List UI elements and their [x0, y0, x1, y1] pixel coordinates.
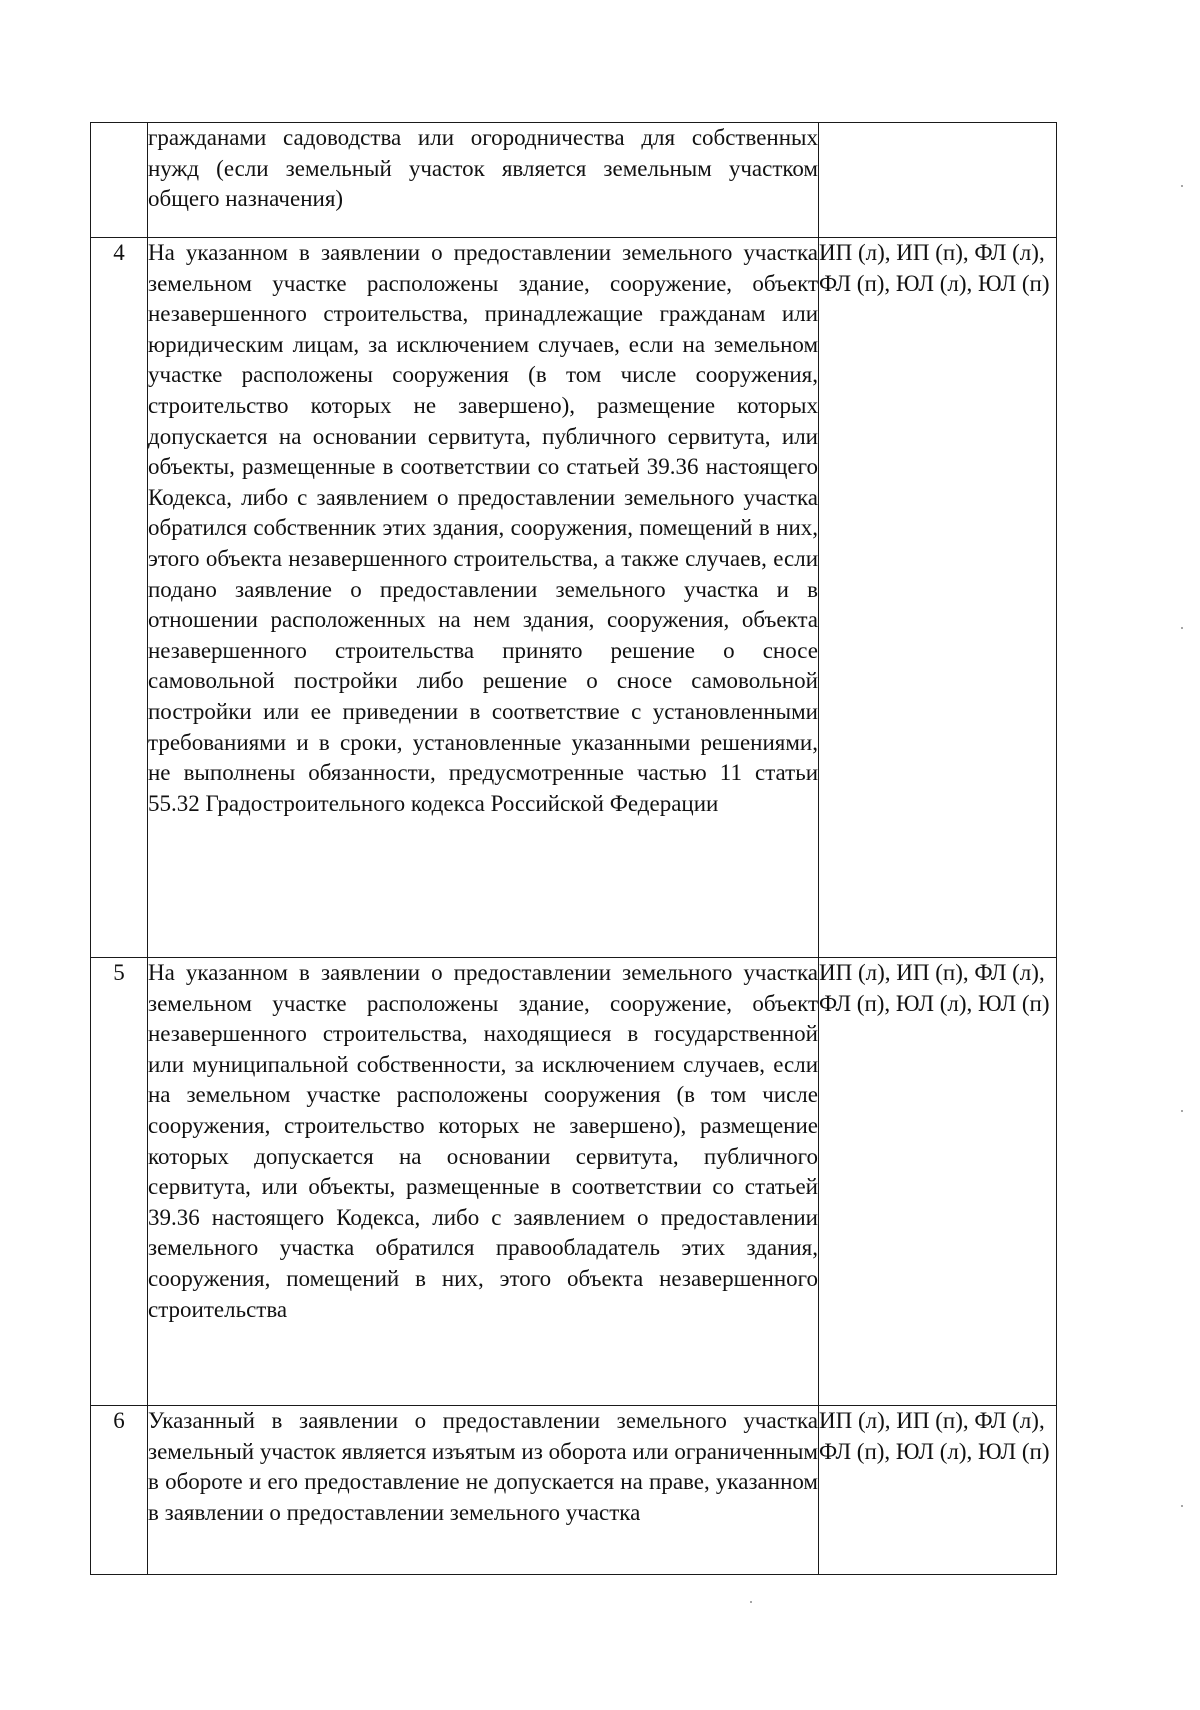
row-number: 6 — [91, 1406, 148, 1575]
table-row — [91, 1406, 1057, 1575]
row-number: 5 — [91, 958, 148, 1406]
row-reason-text: На указанном в заявлении о предоставлении земельного участка земельном участке расположены здание, сооружение, объект незавершенного строительства, принадлежащие гражданам или юридическим лицам, за исключением случаев, если на земельном участке расположены сооружения (в том числе сооружения, строительство которых не завершено), размещение которых допускается на основании сервитута, публичного сервитута, или объекты, размещенные в соответствии со статьей 39.36 настоящего Кодекса, либо с заявлением о предоставлении земельного участка обратился собственник этих здания, сооружения, помещений в них, этого объекта незавершенного строительства, а также случаев, если подано заявление о предоставлении земельного участка и в отношении расположенных на нем здания, сооружения, объекта незавершенного строительства принято решение о сносе самовольной постройки либо решение о сносе самовольной постройки или ее приведении в соответствие с установленными требованиями и в сроки, установленные указанными решениями, не выполнены обязанности, предусмотренные частью 11 статьи 55.32 Градостроительного кодекса Российской Федерации — [148, 238, 819, 958]
row-applicants: ИП (л), ИП (п), ФЛ (л), ФЛ (п), ЮЛ (л), ЮЛ (п) — [819, 238, 1057, 958]
refusal-grounds-table — [90, 122, 1057, 1575]
scan-speck — [1181, 1110, 1183, 1112]
scan-speck — [1181, 1505, 1183, 1507]
table-row — [91, 123, 1057, 238]
scan-speck — [750, 1601, 752, 1603]
scan-speck — [1181, 185, 1183, 187]
scan-speck — [1181, 627, 1183, 629]
row-applicants: ИП (л), ИП (п), ФЛ (л), ФЛ (п), ЮЛ (л), ЮЛ (п) — [819, 1406, 1057, 1575]
row-applicants — [819, 123, 1057, 238]
row-applicants: ИП (л), ИП (п), ФЛ (л), ФЛ (п), ЮЛ (л), ЮЛ (п) — [819, 958, 1057, 1406]
table-row — [91, 958, 1057, 1406]
row-reason-text: гражданами садоводства или огородничества для собственных нужд (если земельный участок является земельным участком общего назначения) — [148, 123, 819, 238]
row-number: 4 — [91, 238, 148, 958]
row-reason-text: На указанном в заявлении о предоставлении земельного участка земельном участке расположены здание, сооружение, объект незавершенного строительства, находящиеся в государственной или муниципальной собственности, за исключением случаев, если на земельном участке расположены сооружения (в том числе сооружения, строительство которых не завершено), размещение которых допускается на основании сервитута, публичного сервитута, или объекты, размещенные в соответствии со статьей 39.36 настоящего Кодекса, либо с заявлением о предоставлении земельного участка обратился правообладатель этих здания, сооружения, помещений в них, этого объекта незавершенного строительства — [148, 958, 819, 1406]
row-reason-text: Указанный в заявлении о предоставлении земельного участка земельный участок является изъятым из оборота или ограниченным в обороте и его предоставление не допускается на праве, указанном в заявлении о предоставлении земельного участка — [148, 1406, 819, 1575]
table-row — [91, 238, 1057, 958]
row-number — [91, 123, 148, 238]
